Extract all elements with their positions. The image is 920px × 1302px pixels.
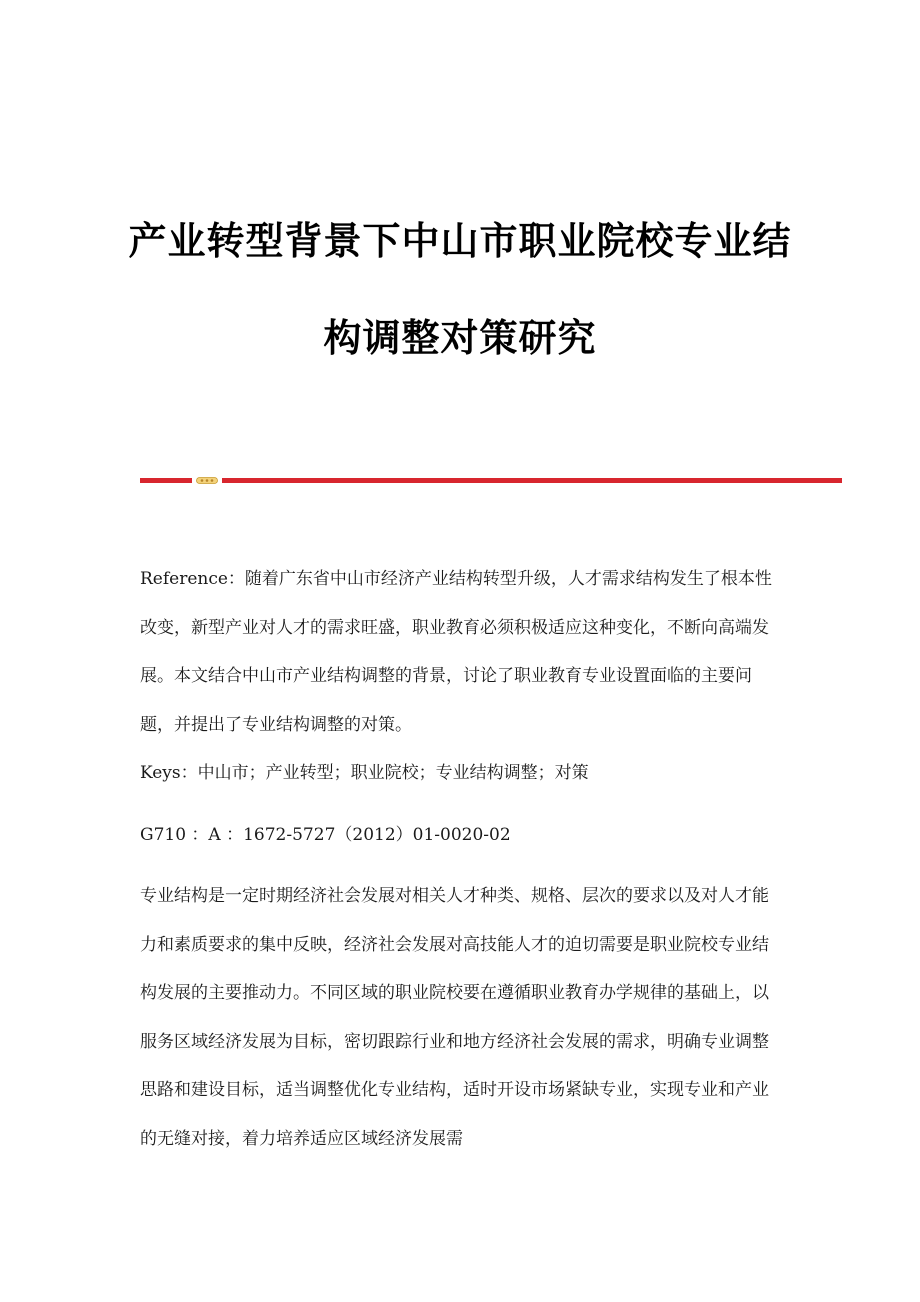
document-title-line-1: 产业转型背景下中山市职业院校专业结 xyxy=(128,219,792,263)
classification-line: G710 ：A ：1672-5727（2012）01-0020-02 xyxy=(140,825,511,845)
body-paragraph: 专业结构是一定时期经济社会发展对相关人才种类、规格、层次的要求以及对人才能力和素质要求的集中反映，经济社会发展对高技能人才的迫切需要是职业院校专业结构发展的主要推动力。不同区域的职业院校要在遵循职业教育办学规律的基础上，以服务区域经济发展为目标，密切跟踪行业和地方经济社会发展的需求，明确专业调整思路和建设目标，适当调整优化专业结构，适时开设市场紧缺专业，实现专业和产业的无缝对接，着力培养适应区域经济发展需 xyxy=(140,886,769,1149)
divider-ornament-icon xyxy=(196,477,218,484)
abstract-paragraph: Reference：随着广东省中山市经济产业结构转型升级，人才需求结构发生了根本性改变，新型产业对人才的需求旺盛，职业教育必须积极适应这种变化，不断向高端发展。本文结合中山市产业结构调整的背景，讨论了职业教育专业设置面临的主要问题，并提出了专业结构调整的对策。 xyxy=(140,569,772,735)
keywords-line: Keys：中山市；产业转型；职业院校；专业结构调整；对策 xyxy=(140,763,589,783)
title-divider-right xyxy=(222,478,842,483)
title-divider-left xyxy=(140,478,192,483)
document-title-line-2: 构调整对策研究 xyxy=(323,316,597,360)
